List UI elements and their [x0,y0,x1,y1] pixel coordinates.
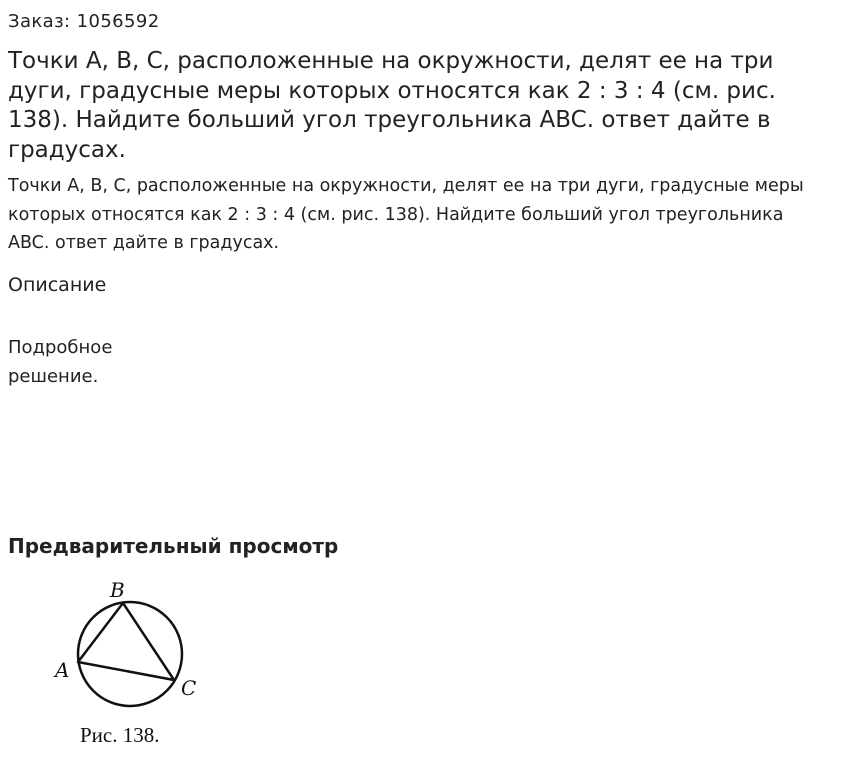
order-id: Заказ: 1056592 [8,11,160,32]
task-text: Точки A, B, C, расположенные на окружности, делят ее на три дуги, градусные меры которых относятся как 2 : 3 : 4 (см. рис. 138). Найдите больший угол треугольника ABC. ответ дайте в градусах. [8,176,804,253]
solution-label: Подробное решение. [8,337,113,387]
description-label: Описание [8,274,107,296]
circle [78,602,182,706]
preview-figure [48,574,208,754]
point-a-label: A [55,658,70,682]
point-b-label: B [110,578,125,602]
triangle-abc [78,603,174,680]
figure-caption: Рис. 138. [80,723,160,747]
preview-heading: Предварительный просмотр [8,534,339,558]
task-title: Точки A, B, C, расположенные на окружности, делят ее на три дуги, градусные меры которых относятся как 2 : 3 : 4 (см. рис. 138). Найдите больший угол треугольника ABC. ответ дайте в градусах. [8,48,776,163]
circle-triangle-diagram [48,574,208,754]
point-c-label: C [181,676,197,700]
